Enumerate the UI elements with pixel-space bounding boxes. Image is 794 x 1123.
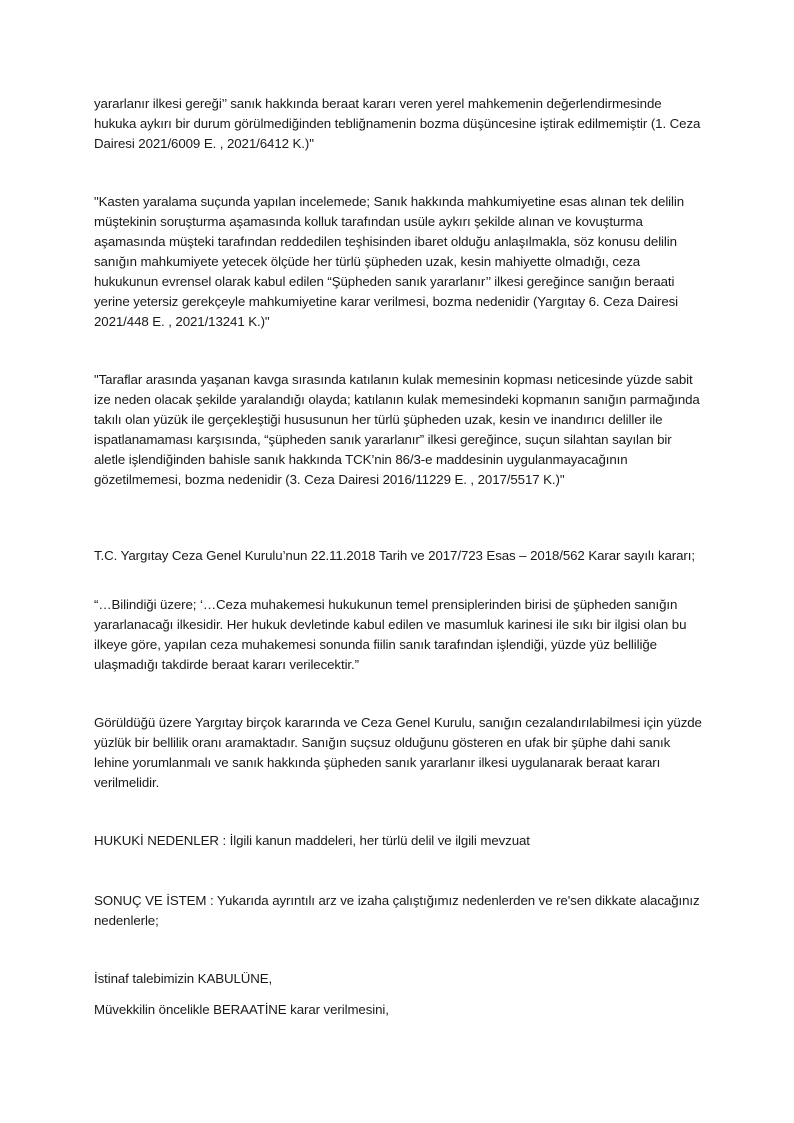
paragraph-conclusion: Görüldüğü üzere Yargıtay birçok kararında ve Ceza Genel Kurulu, sanığın cezalandırılabilmesi için yüzde yüzlük bir bellilik oranı aramaktadır. Sanığın suçsuz olduğunu gösteren en ufak bir şüphe dahi sanık lehine yorumlanmalı ve sanık hakkında şüpheden sanık yararlanır ilkesi uygulanarak beraat kararı verilmelidir.	[94, 715, 702, 790]
paragraph-general-assembly-intro: T.C. Yargıtay Ceza Genel Kurulu’nun 22.11.2018 Tarih ve 2017/723 Esas – 2018/562 Karar sayılı kararı;	[94, 548, 695, 563]
paragraph-6th-chamber-quote: "Kasten yaralama suçunda yapılan incelemede; Sanık hakkında mahkumiyetine esas alınan tek delilin müştekinin soruşturma aşamasında kolluk tarafından usüle aykırı şekilde alınan ve kovuşturma aşamasında müşteki tarafından reddedilen teşhisinden ibaret olduğu anlaşılmakla, söz konusu delilin sanığın mahkumiyete yetecek ölçüde her türlü şüpheden uzak, kesin mahiyette olmadığı, ceza hukukunun evrensel olarak kabul edilen “Şüpheden sanık yararlanır’’ ilkesi gereğince sanığın beraati yerine yetersiz gerekçeyle mahkumiyetine karar verilmesi, bozma nedenidir (Yargıtay 6. Ceza Dairesi 2021/448 E. , 2021/13241 K.)"	[94, 194, 685, 329]
paragraph-request-accept: İstinaf talebimizin KABULÜNE,	[94, 971, 273, 986]
paragraph-legal-grounds: HUKUKİ NEDENLER : İlgili kanun maddeleri, her türlü delil ve ilgili mevzuat	[94, 833, 530, 848]
paragraph-result-request: SONUÇ VE İSTEM : Yukarıda ayrıntılı arz ve izaha çalıştığımız nedenlerden ve re'sen dikkate alacağınız nedenlerle;	[94, 893, 700, 928]
paragraph-first-decision-end: yararlanır ilkesi gereği’’ sanık hakkında beraat kararı veren yerel mahkemenin değerlendirmesinde hukuka aykırı bir durum görülmediğinden tebliğnamenin bozma düşüncesine iştirak edilmemiştir (1. Ceza Dairesi 2021/6009 E. , 2021/6412 K.)"	[94, 96, 701, 151]
paragraph-3rd-chamber-quote: "Taraflar arasında yaşanan kavga sırasında katılanın kulak memesinin kopması neticesinde yüzde sabit ize neden olacak şekilde yaralandığı olayda; katılanın kulak memesindeki kopmanın sanığın parmağında takılı olan yüzük ile gerçekleştiği hususunun her türlü şüpheden uzak, kesin ve inandırıcı deliller ile ispatlanamaması karşısında, “şüpheden sanık yararlanır” ilkesi gereğince, suçun silahtan sayılan bir aletle işlendiğinden bahisle sanık hakkında TCK’nin 86/3-e maddesinin uygulanmayacağının gözetilmemesi, bozma nedenidir (3. Ceza Dairesi 2016/11229 E. , 2017/5517 K.)"	[94, 372, 700, 487]
paragraph-request-acquittal: Müvekkilin öncelikle BERAATİNE karar verilmesini,	[94, 1002, 389, 1017]
paragraph-general-assembly-quote: “…Bilindiği üzere; ‘…Ceza muhakemesi hukukunun temel prensiplerinden birisi de şüpheden sanığın yararlanacağı ilkesidir. Her hukuk devletinde kabul edilen ve masumluk karinesi ile sıkı bir ilgisi olan bu ilkeye göre, yapılan ceza muhakemesi sonunda fiilin sanık tarafından işlendiği, yüzde yüz belliliğe ulaşmadığı takdirde beraat kararı verilecektir.”	[94, 597, 687, 672]
